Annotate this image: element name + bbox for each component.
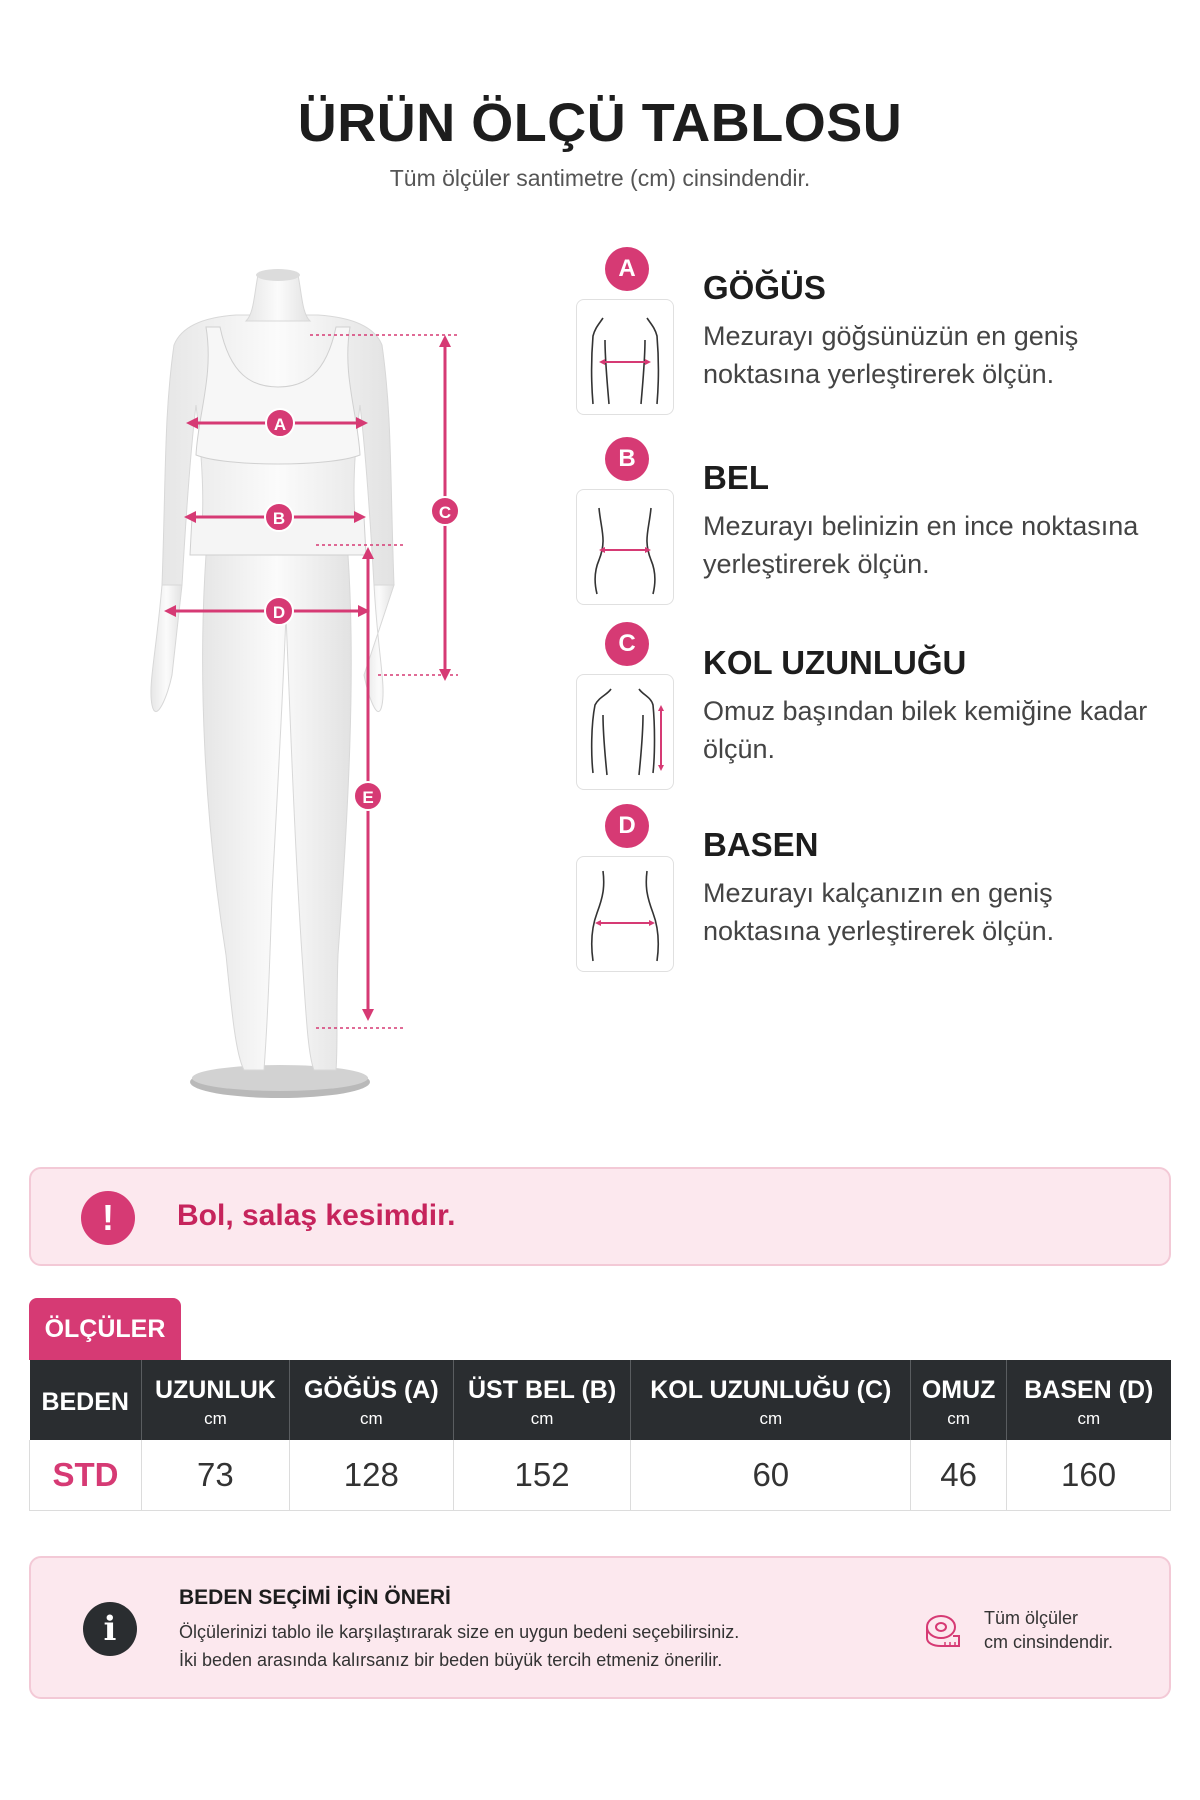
cell-upper-waist: 152 (453, 1440, 631, 1510)
cell-hip: 160 (1007, 1440, 1171, 1510)
guide-text: Mezurayı belinizin en ince noktasına yerleştirerek ölçün. (703, 511, 1139, 579)
guide-title: GÖĞÜS (703, 269, 826, 306)
chest-measure-icon (576, 299, 674, 415)
tip-side-line2: cm cinsindendir. (984, 1632, 1114, 1652)
cell-size: STD (30, 1440, 142, 1510)
exclamation-icon: ! (81, 1191, 135, 1245)
fit-notice (29, 1167, 1171, 1266)
header-upper-waist: ÜST BEL (B) cm (453, 1360, 631, 1440)
tip-title: BEDEN SEÇİMİ İÇİN ÖNERİ (179, 1586, 451, 1609)
header-arm-length: KOL UZUNLUĞU (C) cm (631, 1360, 911, 1440)
guide-text: Mezurayı göğsünüzün en geniş noktasına yerleştirerek ölçün. (703, 321, 1079, 389)
header-chest: GÖĞÜS (A) cm (289, 1360, 453, 1440)
fit-notice-text: Bol, salaş kesimdir. (177, 1199, 456, 1232)
svg-text:E: E (362, 788, 374, 807)
guide-title: BEL (703, 459, 769, 496)
arm-measure-icon (576, 674, 674, 790)
header-size: BEDEN (30, 1360, 142, 1440)
header-length: UZUNLUK cm (141, 1360, 289, 1440)
marker-c (431, 497, 459, 525)
letter-badge-d: D (605, 804, 649, 848)
measuring-tape-icon (923, 1610, 963, 1650)
page-subtitle: Tüm ölçüler santimetre (cm) cinsindendir. (389, 165, 811, 191)
svg-text:A: A (273, 415, 287, 434)
tip-side-line1: Tüm ölçüler (984, 1608, 1079, 1628)
guide-chest (575, 247, 1175, 407)
tip-text-line1: Ölçülerinizi tablo ile karşılaştırarak size en uygun bedeni seçebilirsiniz. (179, 1622, 740, 1642)
header-shoulder: OMUZ cm (911, 1360, 1007, 1440)
tip-text-line2: İki beden arasında kalırsanız bir beden büyük tercih etmeniz önerilir. (179, 1650, 723, 1670)
svg-text:D: D (272, 603, 286, 622)
page-title: ÜRÜN ÖLÇÜ TABLOSU (297, 93, 903, 153)
cell-chest: 128 (289, 1440, 453, 1510)
size-table (29, 1360, 1171, 1511)
letter-badge-a: A (605, 247, 649, 291)
cell-length: 73 (141, 1440, 289, 1510)
cell-arm-length: 60 (631, 1440, 911, 1510)
cell-shoulder: 46 (911, 1440, 1007, 1510)
measurements-tab: ÖLÇÜLER (29, 1298, 181, 1360)
guide-hip (575, 804, 1175, 964)
marker-d (265, 597, 293, 625)
guide-title: BASEN (703, 826, 819, 863)
svg-text:B: B (272, 509, 286, 528)
svg-text:C: C (438, 503, 452, 522)
marker-e (354, 782, 382, 810)
mannequin-figure (86, 255, 486, 1100)
table-row (30, 1440, 1171, 1510)
waist-measure-icon (576, 489, 674, 605)
letter-badge-b: B (605, 437, 649, 481)
guide-text: Omuz başından bilek kemiğine kadar ölçün. (703, 696, 1148, 764)
guide-title: KOL UZUNLUĞU (703, 644, 967, 681)
guide-waist (575, 437, 1175, 597)
hip-measure-icon (576, 856, 674, 972)
info-icon: i (83, 1602, 137, 1656)
letter-badge-c: C (605, 622, 649, 666)
table-header-row (30, 1360, 1171, 1440)
guide-arm-length (575, 622, 1175, 782)
mannequin-illustration (86, 255, 486, 1100)
size-tip (29, 1556, 1171, 1699)
marker-b (265, 503, 293, 531)
guide-text: Mezurayı kalçanızın en geniş noktasına yerleştirerek ölçün. (703, 878, 1055, 946)
header-hip: BASEN (D) cm (1007, 1360, 1171, 1440)
marker-a (266, 409, 294, 437)
